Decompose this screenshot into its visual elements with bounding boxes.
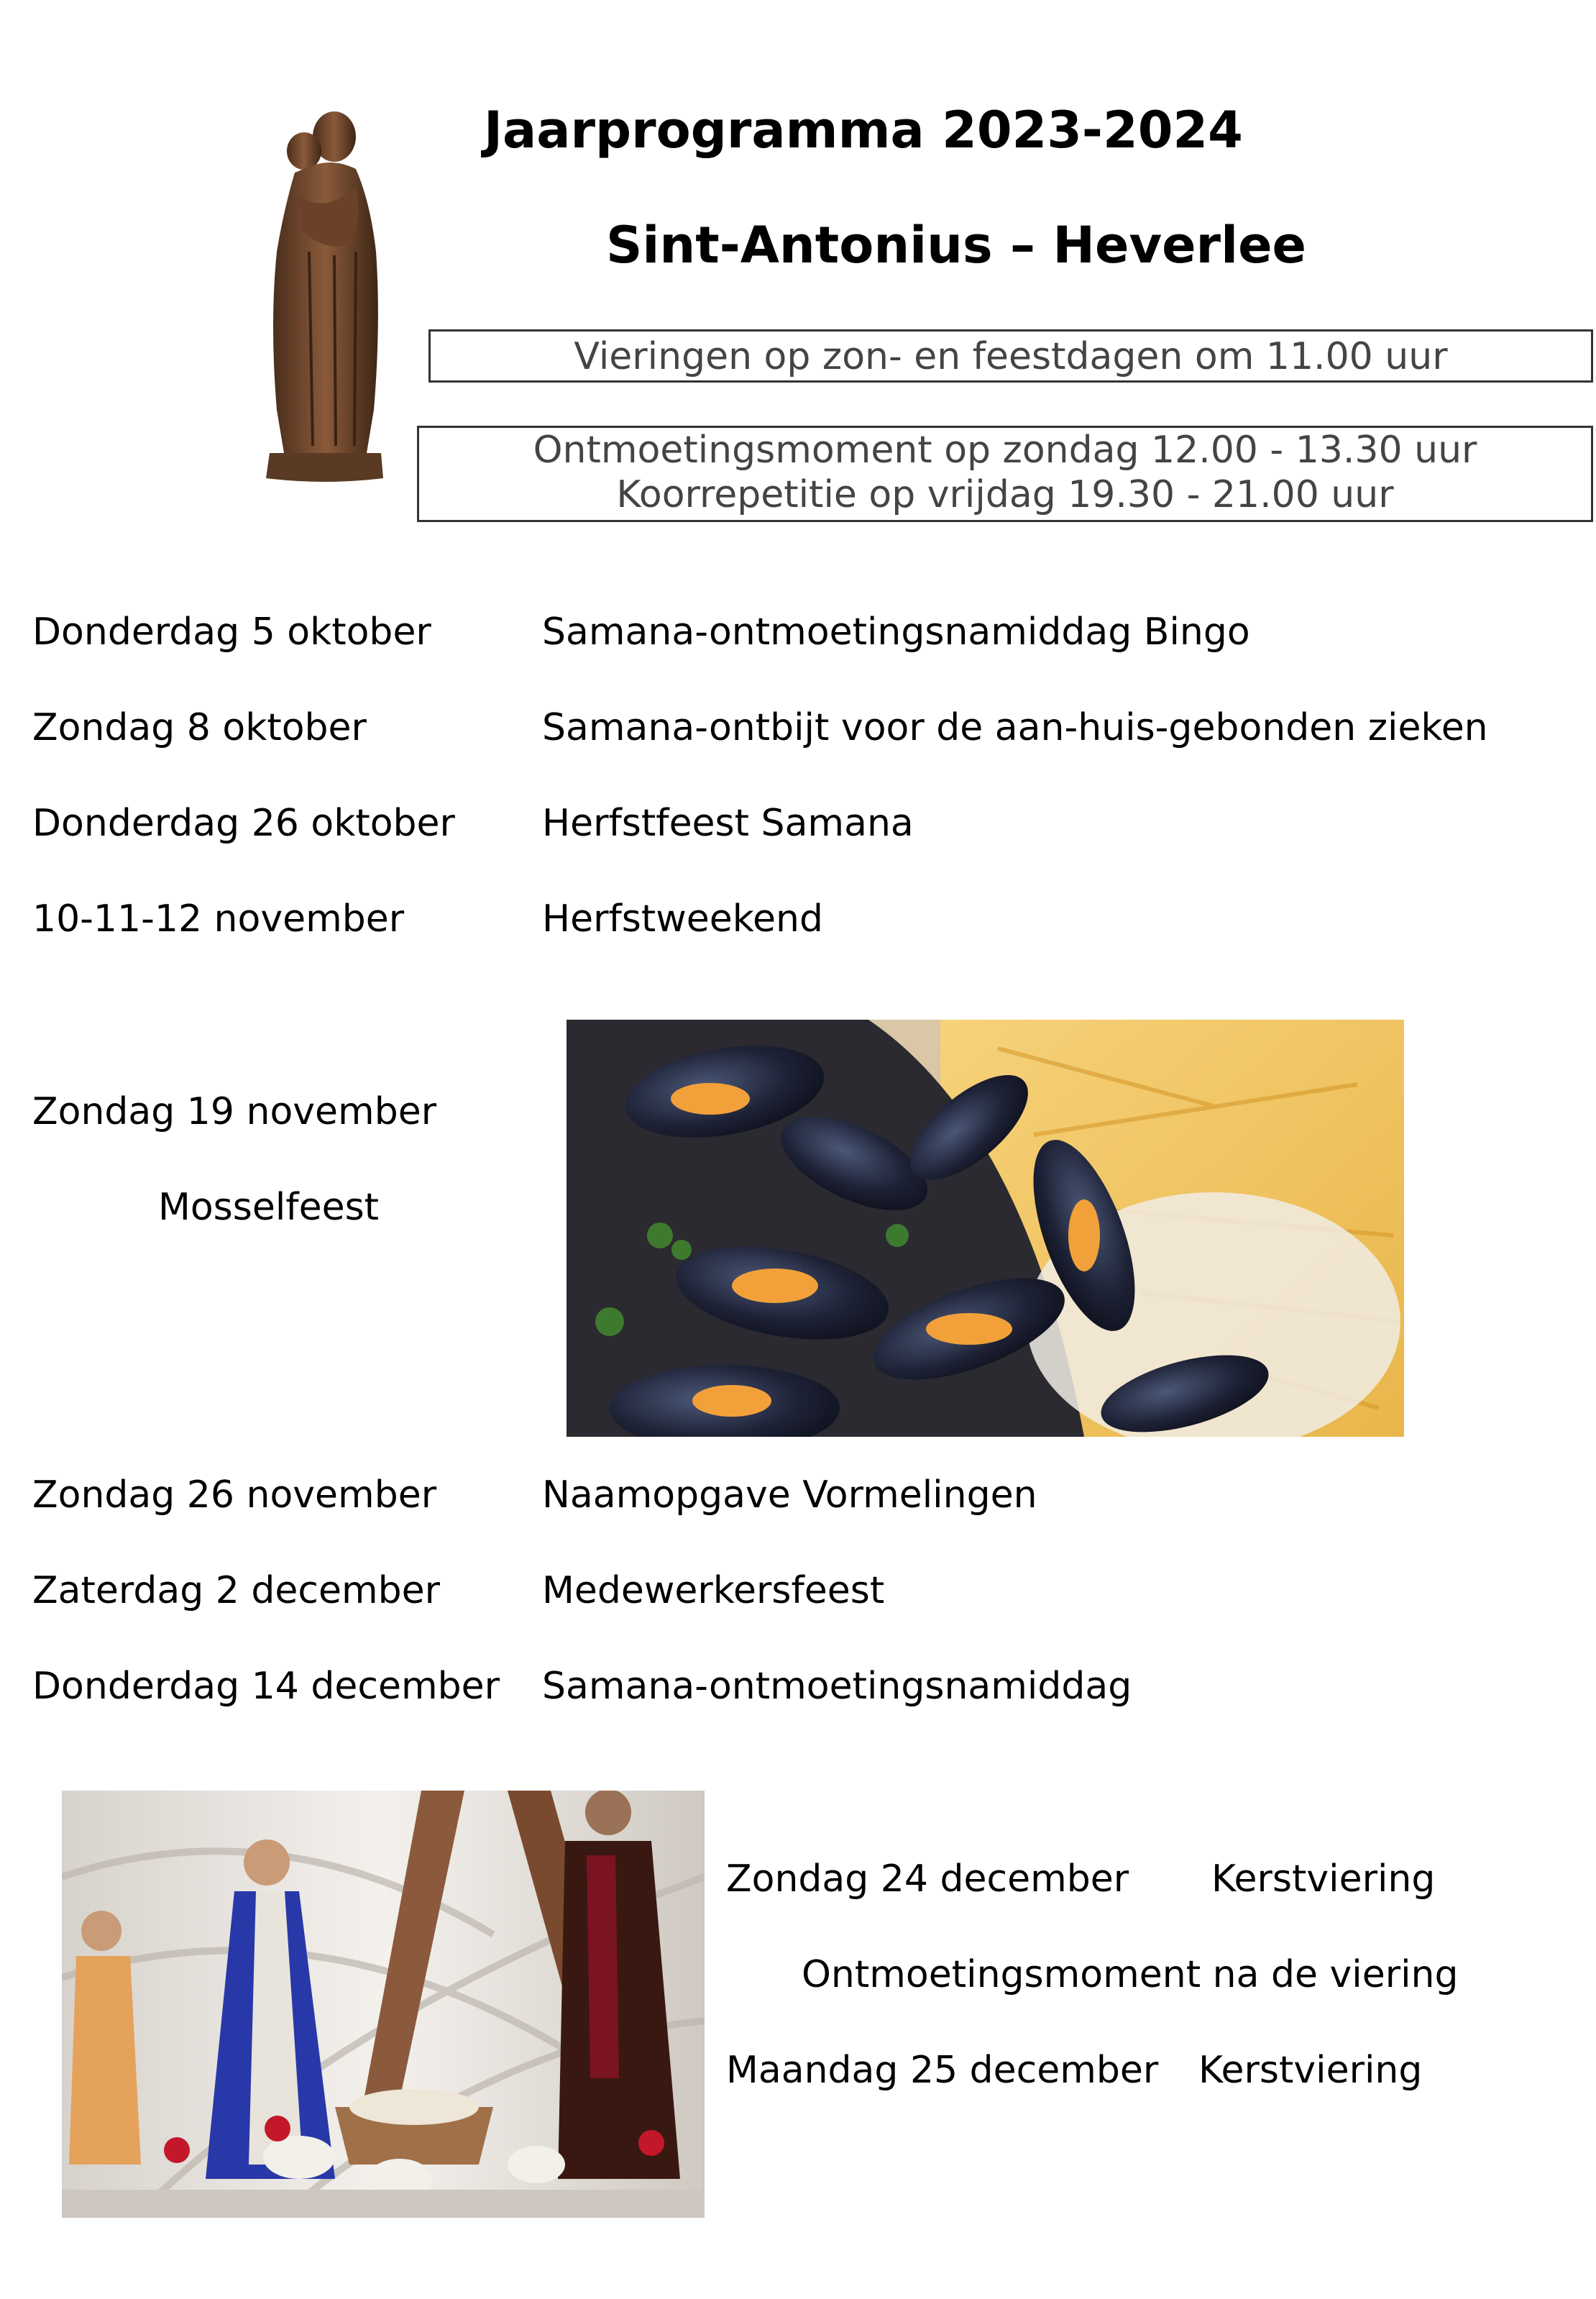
event-date: Donderdag 5 oktober (32, 611, 431, 654)
statue-image (255, 108, 392, 485)
event-date: Zondag 19 november (32, 1090, 437, 1133)
event-title: Samana-ontbijt voor de aan-huis-gebonden zieken (542, 706, 1488, 749)
event-date: Zondag 8 oktober (32, 706, 367, 749)
page-subtitle: Sint-Antonius – Heverlee (606, 216, 1307, 275)
meeting-info-text: Ontmoetingsmoment op zondag 12.00 - 13.30 uur (533, 429, 1477, 472)
event-date: Maandag 25 december (726, 2049, 1159, 2092)
choir-info-text: Koorrepetitie op vrijdag 19.30 - 21.00 uur (616, 473, 1394, 516)
nativity-image (62, 1791, 705, 2218)
event-title: Samana-ontmoetingsnamiddag Bingo (542, 611, 1250, 654)
event-title: Mosselfeest (158, 1186, 380, 1229)
event-title: Samana-ontmoetingsnamiddag (542, 1665, 1132, 1708)
event-title: Kerstviering (1198, 2049, 1423, 2092)
event-note: Ontmoetingsmoment na de viering (802, 1953, 1459, 1996)
event-date: Zondag 26 november (32, 1473, 437, 1517)
event-date: Zondag 24 december (726, 1857, 1129, 1901)
event-title: Kerstviering (1211, 1857, 1436, 1901)
event-date: Zaterdag 2 december (32, 1569, 440, 1612)
services-info-text: Vieringen op zon- en feestdagen om 11.00 uur (574, 335, 1448, 378)
event-date: Donderdag 14 december (32, 1665, 500, 1708)
event-date: Donderdag 26 oktober (32, 802, 455, 845)
meeting-info-box (417, 426, 1593, 522)
event-title: Medewerkersfeest (542, 1569, 885, 1612)
event-title: Herfstfeest Samana (542, 802, 914, 845)
event-date: 10-11-12 november (32, 897, 405, 941)
event-title: Herfstweekend (542, 897, 823, 941)
services-info-box (428, 329, 1593, 383)
page-title: Jaarprogramma 2023-2024 (484, 101, 1243, 160)
event-title: Naamopgave Vormelingen (542, 1473, 1037, 1517)
mussels-image (567, 1020, 1404, 1437)
